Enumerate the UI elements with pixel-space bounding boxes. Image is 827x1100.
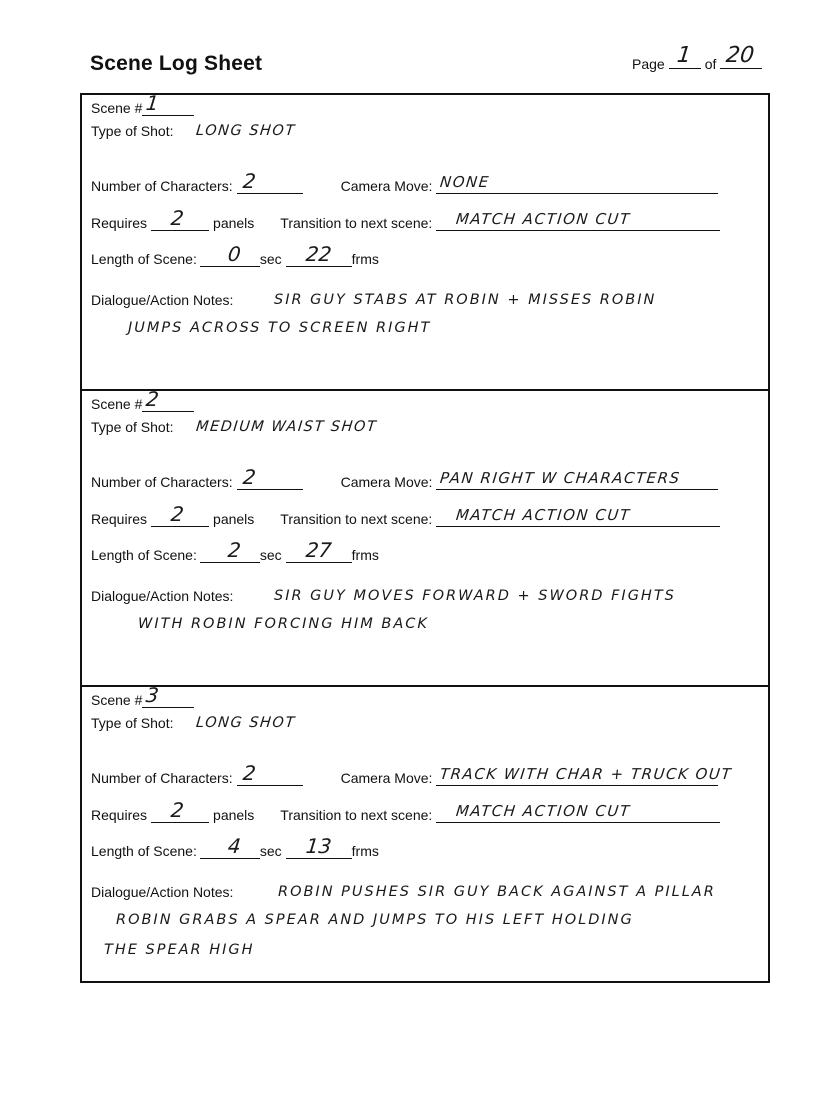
- type-of-shot-label: Type of Shot:: [91, 123, 174, 139]
- panels-value: 2: [169, 502, 186, 526]
- num-characters-label: Number of Characters:: [91, 770, 233, 786]
- notes-label: Dialogue/Action Notes:: [91, 588, 234, 604]
- num-characters-label: Number of Characters:: [91, 474, 233, 490]
- type-of-shot-row: [91, 715, 295, 731]
- notes-row: [91, 292, 233, 308]
- frms-label: frms: [351, 843, 379, 859]
- length-row: [91, 538, 379, 563]
- panels-label: panels: [213, 807, 255, 823]
- num-characters-value: 2: [241, 169, 257, 193]
- type-of-shot-value[interactable]: LONG SHOT: [194, 715, 296, 731]
- notes-label: Dialogue/Action Notes:: [91, 292, 234, 308]
- scene-number-field[interactable]: [142, 91, 194, 116]
- sec-field[interactable]: [200, 538, 260, 563]
- notes-line[interactable]: SIR GUY MOVES FORWARD + SWORD FIGHTS: [274, 588, 676, 604]
- num-characters-value: 2: [241, 465, 257, 489]
- num-characters-field[interactable]: [237, 761, 303, 786]
- panels-field[interactable]: [151, 206, 209, 231]
- transition-label: Transition to next scene:: [280, 807, 433, 823]
- sec-field[interactable]: [200, 242, 260, 267]
- length-label: Length of Scene:: [91, 843, 197, 859]
- transition-value: MATCH ACTION CUT: [455, 802, 632, 820]
- length-row: [91, 242, 379, 267]
- notes-line[interactable]: ROBIN PUSHES SIR GUY BACK AGAINST A PILLAR: [278, 884, 716, 900]
- type-of-shot-label: Type of Shot:: [91, 715, 174, 731]
- frms-label: frms: [351, 251, 379, 267]
- requires-transition-row: [91, 502, 720, 527]
- panels-label: panels: [213, 215, 255, 231]
- length-row: [91, 834, 379, 859]
- sec-field[interactable]: [200, 834, 260, 859]
- notes-line[interactable]: SIR GUY STABS AT ROBIN + MISSES ROBIN: [274, 292, 657, 308]
- scene-number-label: Scene #: [91, 100, 143, 116]
- scene-number-value: 2: [145, 387, 161, 411]
- notes-line[interactable]: JUMPS ACROSS TO SCREEN RIGHT: [128, 320, 432, 336]
- sec-value: 2: [226, 538, 242, 562]
- of-label: of: [704, 56, 717, 72]
- scene-number-row: [91, 683, 194, 708]
- camera-move-value: PAN RIGHT W CHARACTERS: [439, 469, 682, 487]
- sec-value: 0: [226, 242, 242, 266]
- notes-line[interactable]: WITH ROBIN FORCING HIM BACK: [138, 616, 429, 632]
- num-characters-label: Number of Characters:: [91, 178, 233, 194]
- panels-label: panels: [213, 511, 255, 527]
- type-of-shot-value[interactable]: LONG SHOT: [194, 123, 296, 139]
- camera-move-label: Camera Move:: [340, 770, 433, 786]
- scene-block: [80, 685, 770, 983]
- requires-label: Requires: [91, 807, 148, 823]
- panels-value: 2: [169, 206, 186, 230]
- sheet-title: Scene Log Sheet: [90, 52, 263, 75]
- transition-label: Transition to next scene:: [280, 511, 433, 527]
- scene-number-field[interactable]: [142, 387, 194, 412]
- num-characters-value: 2: [241, 761, 257, 785]
- page-total-value: 20: [725, 43, 756, 68]
- scene-number-row: [91, 91, 194, 116]
- sec-label: sec: [259, 547, 282, 563]
- notes-label: Dialogue/Action Notes:: [91, 884, 234, 900]
- scene-block: [80, 389, 770, 687]
- frms-field[interactable]: [286, 834, 352, 859]
- frms-value: 22: [304, 242, 333, 266]
- page-total-field[interactable]: [720, 43, 762, 69]
- page-number: [632, 43, 766, 72]
- camera-move-label: Camera Move:: [340, 178, 433, 194]
- length-label: Length of Scene:: [91, 547, 197, 563]
- camera-move-label: Camera Move:: [340, 474, 433, 490]
- scene-block: [80, 93, 770, 391]
- transition-value: MATCH ACTION CUT: [455, 210, 632, 228]
- camera-move-field[interactable]: [436, 765, 734, 786]
- frms-field[interactable]: [286, 538, 352, 563]
- requires-transition-row: [91, 206, 720, 231]
- type-of-shot-row: [91, 419, 377, 435]
- panels-value: 2: [169, 798, 186, 822]
- frms-label: frms: [351, 547, 379, 563]
- page-current-value: 1: [675, 43, 693, 68]
- page-label: Page: [632, 56, 665, 72]
- panels-field[interactable]: [151, 798, 209, 823]
- transition-field[interactable]: [436, 802, 720, 823]
- camera-move-value: NONE: [439, 173, 492, 191]
- requires-transition-row: [91, 798, 720, 823]
- frms-field[interactable]: [286, 242, 352, 267]
- notes-line[interactable]: THE SPEAR HIGH: [104, 942, 255, 958]
- camera-move-field[interactable]: [436, 173, 718, 194]
- sec-label: sec: [259, 251, 282, 267]
- scene-number-row: [91, 387, 194, 412]
- sec-label: sec: [259, 843, 282, 859]
- notes-row: [91, 588, 233, 604]
- notes-row: [91, 884, 233, 900]
- requires-label: Requires: [91, 511, 148, 527]
- type-of-shot-label: Type of Shot:: [91, 419, 174, 435]
- length-label: Length of Scene:: [91, 251, 197, 267]
- camera-move-value: TRACK WITH CHAR + TRUCK OUT: [439, 765, 734, 783]
- transition-field[interactable]: [436, 210, 720, 231]
- sec-value: 4: [226, 834, 242, 858]
- camera-move-field[interactable]: [436, 469, 718, 490]
- type-of-shot-row: [91, 123, 295, 139]
- panels-field[interactable]: [151, 502, 209, 527]
- characters-camera-row: [91, 465, 718, 490]
- scene-number-value: 1: [145, 91, 161, 115]
- scene-number-label: Scene #: [91, 396, 143, 412]
- scene-number-value: 3: [145, 683, 161, 707]
- type-of-shot-value[interactable]: MEDIUM WAIST SHOT: [194, 419, 378, 435]
- requires-label: Requires: [91, 215, 148, 231]
- transition-field[interactable]: [436, 506, 720, 527]
- num-characters-field[interactable]: [237, 465, 303, 490]
- notes-line[interactable]: ROBIN GRABS A SPEAR AND JUMPS TO HIS LEFT HOLDING: [116, 912, 634, 928]
- characters-camera-row: [91, 169, 718, 194]
- transition-value: MATCH ACTION CUT: [455, 506, 632, 524]
- transition-label: Transition to next scene:: [280, 215, 433, 231]
- characters-camera-row: [91, 761, 734, 786]
- frms-value: 27: [304, 538, 333, 562]
- scene-number-field[interactable]: [142, 683, 194, 708]
- page-current-field[interactable]: [669, 43, 701, 69]
- frms-value: 13: [304, 834, 333, 858]
- scene-number-label: Scene #: [91, 692, 143, 708]
- num-characters-field[interactable]: [237, 169, 303, 194]
